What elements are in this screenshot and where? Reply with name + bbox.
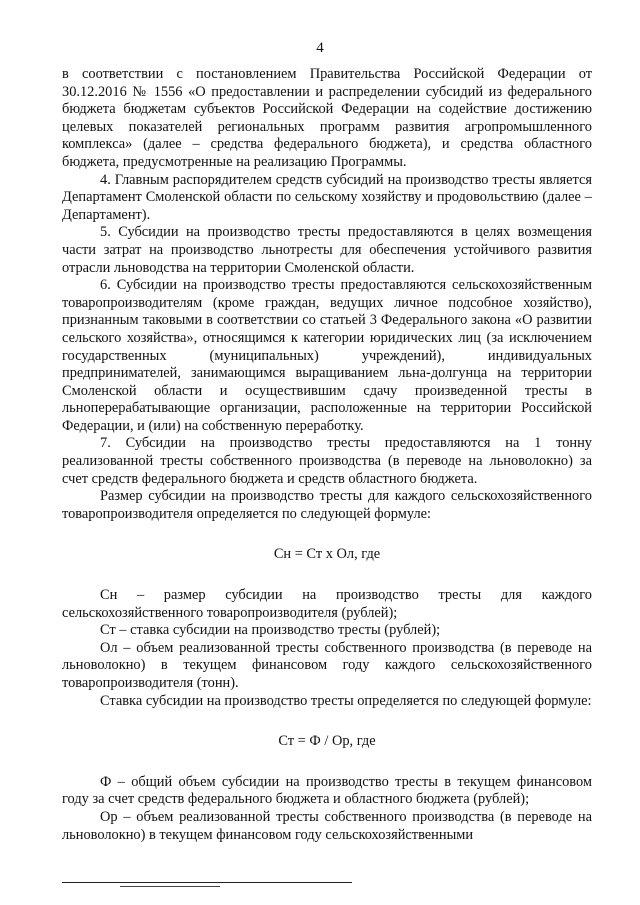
paragraph-intro: в соответствии с постановлением Правительства Российской Федерации от 30.12.2016 № 1556 «О предоставлении и распределении субсидий из федерального бюджета бюджетам субъектов Российской Федерации на содействие достижению целевых показателей региональных программ развития агропромышленного комплекса» (далее – средства федерального бюджета), и средства областного бюджета, предусмотренные на реализацию Программы. <box>62 66 592 170</box>
definition-f: Ф – общий объем субсидии на производство тресты в текущем финансовом году за счет средств федерального бюджета и областного бюджета (рублей); <box>62 773 592 808</box>
definition-ol: Ол – объем реализованной тресты собственного производства (в переводе на льноволокно) в текущем финансовом году каждого сельскохозяйственного товаропроизводителя (тонн). <box>62 639 592 691</box>
definition-sn: Сн – размер субсидии на производство тресты для каждого сельскохозяйственного товаропроизводителя (рублей); <box>62 587 592 621</box>
paragraph-7: 7. Субсидии на производство тресты предоставляются на 1 тонну реализованной тресты собственного производства (в переводе на льноволокно) за счет средств федерального бюджета и средств областного бюджета. <box>62 435 592 487</box>
paragraph-4: 4. Главным распорядителем средств субсидий на производство тресты является Департамент Смоленской области по сельскому хозяйству и продовольствию (далее – Департамент). <box>62 171 592 223</box>
definition-st: Ст – ставка субсидии на производство тресты (рублей); <box>100 622 441 639</box>
formula-subsidy-rate: Ст = Ф / Ор, где <box>278 733 376 750</box>
paragraph-5: 5. Субсидии на производство тресты предоставляются в целях возмещения части затрат на производство льнотресты для обеспечения устойчивого развития отрасли льноводства на территории Смоленской области. <box>62 224 592 276</box>
footer-rule-short <box>120 886 220 887</box>
formula-subsidy-size: Сн = Ст х Ол, где <box>273 546 381 563</box>
paragraph-rate: Ставка субсидии на производство тресты определяется по следующей формуле: <box>100 692 592 709</box>
document-body <box>62 66 592 844</box>
definition-or: Ор – объем реализованной тресты собственного производства (в переводе на льноволокно) в текущем финансовом году сельскохозяйственными <box>62 808 592 843</box>
paragraph-size: Размер субсидии на производство тресты для каждого сельскохозяйственного товаропроизводителя определяется по следующей формуле: <box>62 488 592 522</box>
paragraph-6: 6. Субсидии на производство тресты предоставляются сельскохозяйственным товаропроизводителям (кроме граждан, ведущих личное подсобное хозяйство), признанным таковыми в соответствии со статьей 3 Федерального закона «О развитии сельского хозяйства», относящимся к категории юридических лиц (за исключением государственных (муниципальных) учреждений), индивидуальных предпринимателей, занимающимся выращиванием льна-долгунца на территории Смоленской области и осуществившим сдачу произведенной тресты в льноперерабатывающие организации, расположенные на территории Российской Федерации, и (или) на собственную переработку. <box>62 277 592 434</box>
footer-rule <box>62 882 352 883</box>
page-number: 4 <box>316 40 324 56</box>
